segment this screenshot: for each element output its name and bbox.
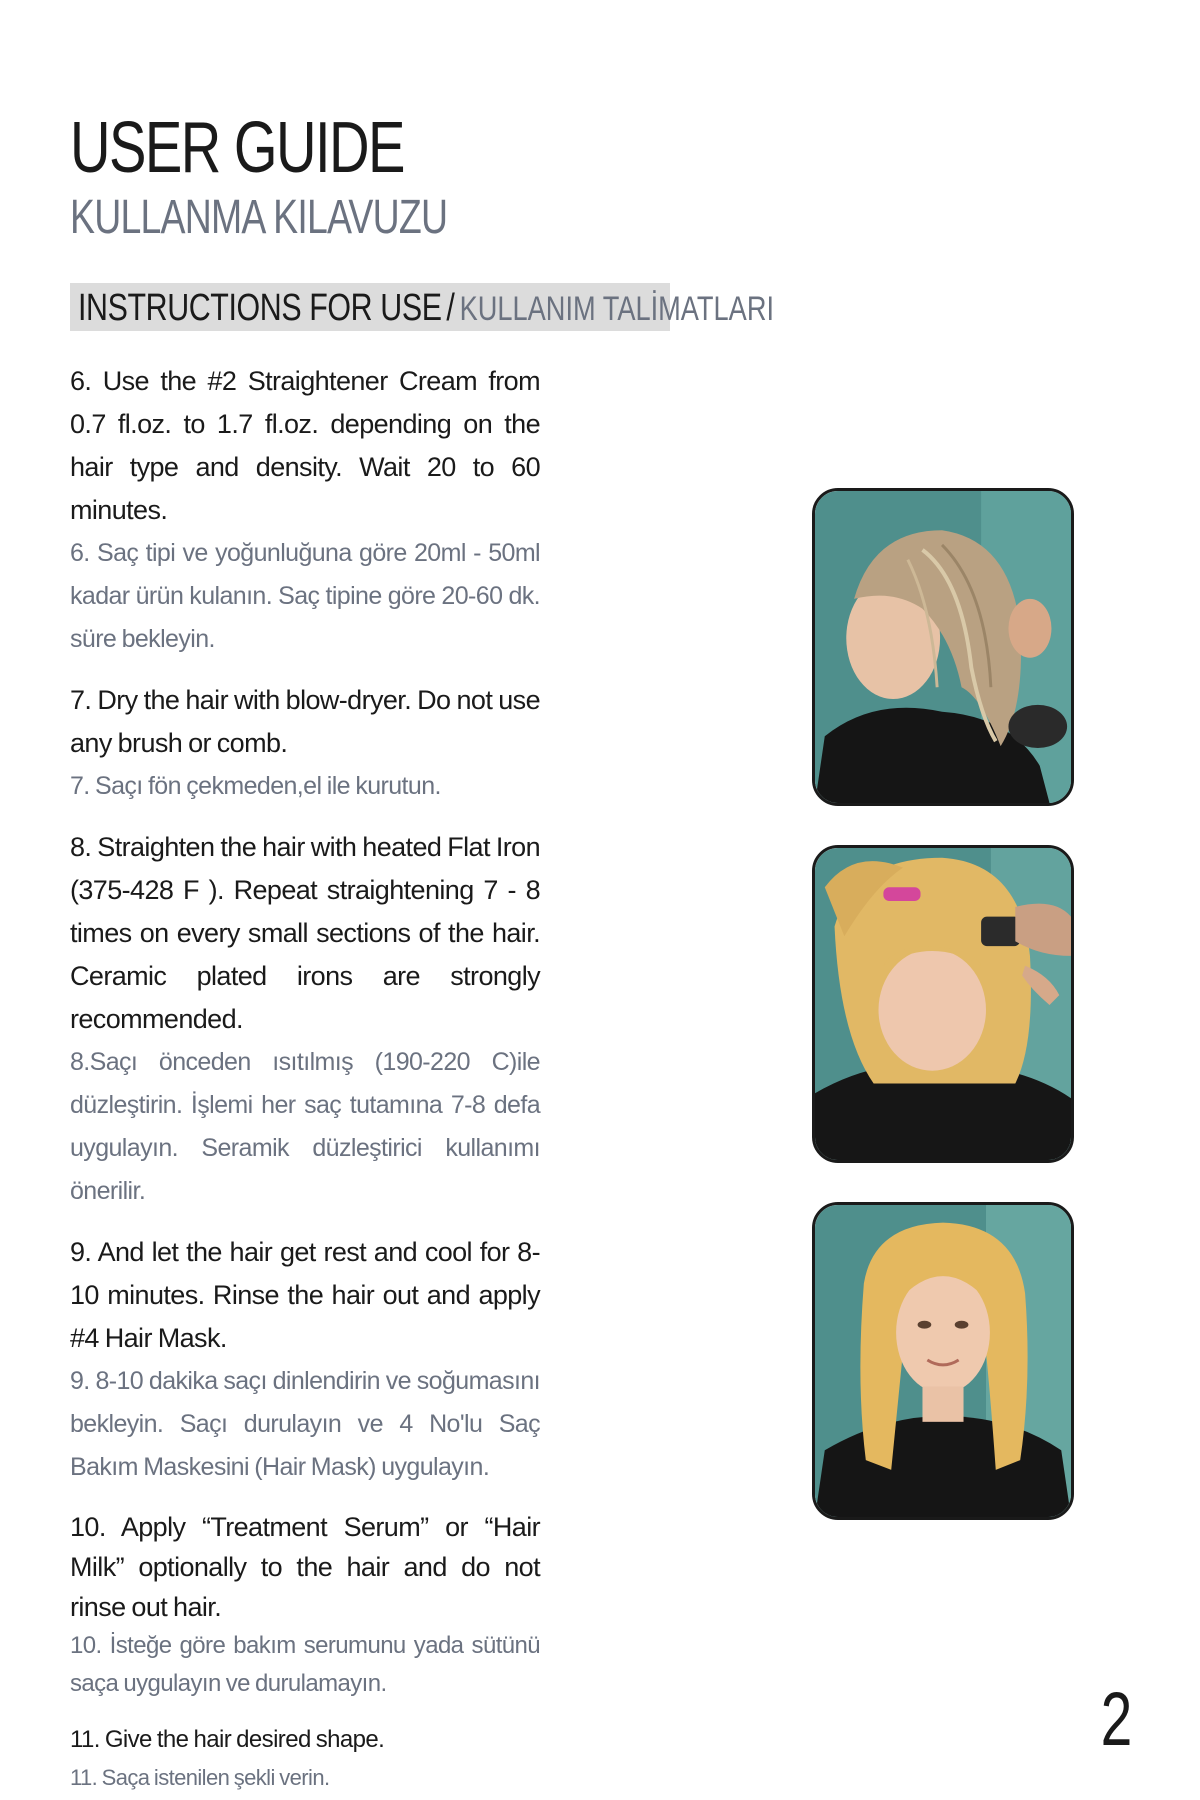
flat-iron-illustration: [815, 848, 1071, 1160]
step-text-tr: 10. İsteğe göre bakım serumunu yada sütünü saça uygulayın ve durulamayın.: [70, 1632, 540, 1697]
step-text-tr: 6. Saç tipi ve yoğunluğuna göre 20ml - 50ml kadar ürün kulanın. Saç tipine göre 20-60 dk. süre bekleyin.: [70, 539, 540, 653]
step-text-en: 11. Give the hair desired shape.: [70, 1726, 385, 1753]
step-text-tr: 7. Saçı fön çekmeden,el ile kurutun.: [70, 772, 441, 800]
result-illustration: [815, 1205, 1071, 1517]
step-text-tr: 9. 8-10 dakika saçı dinlendirin ve soğumasını bekleyin. Saçı durulayın ve 4 No'lu Saç Bakım Maskesini (Hair Mask) uygulayın.: [70, 1367, 540, 1481]
step-text-en: 8. Straighten the hair with heated Flat Iron (375-428 F ). Repeat straightening 7 - 8 times on every small sections of the hair. Ceramic plated irons are strongly recommended.: [70, 832, 540, 1034]
step-11: [70, 1721, 540, 1797]
step-text-en: 10. Apply “Treatment Serum” or “Hair Milk” optionally to the hair and do not rinse out hair.: [70, 1512, 540, 1622]
section-separator: /: [446, 287, 455, 329]
page-title: USER GUIDE: [70, 108, 404, 188]
step-text-tr: 11. Saça istenilen şekli verin.: [70, 1765, 330, 1790]
step-6: [70, 360, 540, 661]
step-text-en: 7. Dry the hair with blow-dryer. Do not use any brush or comb.: [70, 685, 540, 758]
section-title-en: INSTRUCTIONS FOR USE: [78, 287, 442, 329]
flat-iron-photo: [812, 845, 1074, 1163]
step-text-tr: 8.Saçı önceden ısıtılmış (190-220 C)ile düzleştirin. İşlemi her saç tutamına 7-8 defa uygulayın. Seramik düzleştirici kullanımı önerilir.: [70, 1048, 540, 1205]
wet-hair-photo: [812, 488, 1074, 806]
step-7: [70, 679, 540, 808]
section-heading: [78, 287, 774, 330]
instruction-list: [70, 360, 540, 1800]
page-number: 2: [1100, 1677, 1132, 1762]
step-9: [70, 1231, 540, 1489]
step-text-en: 6. Use the #2 Straightener Cream from 0.7 fl.oz. to 1.7 fl.oz. depending on the hair type and density. Wait 20 to 60 minutes.: [70, 366, 540, 525]
straight-hair-result-photo: [812, 1202, 1074, 1520]
step-10: [70, 1507, 540, 1703]
step-8: [70, 826, 540, 1213]
section-title-tr: KULLANIM TALİMATLARI: [459, 290, 775, 328]
step-text-en: 9. And let the hair get rest and cool for 8-10 minutes. Rinse the hair out and apply #4 Hair Mask.: [70, 1237, 540, 1353]
section-banner: [70, 283, 775, 331]
page-subtitle: KULLANMA KILAVUZU: [70, 191, 448, 244]
wet-hair-illustration: [815, 491, 1071, 803]
